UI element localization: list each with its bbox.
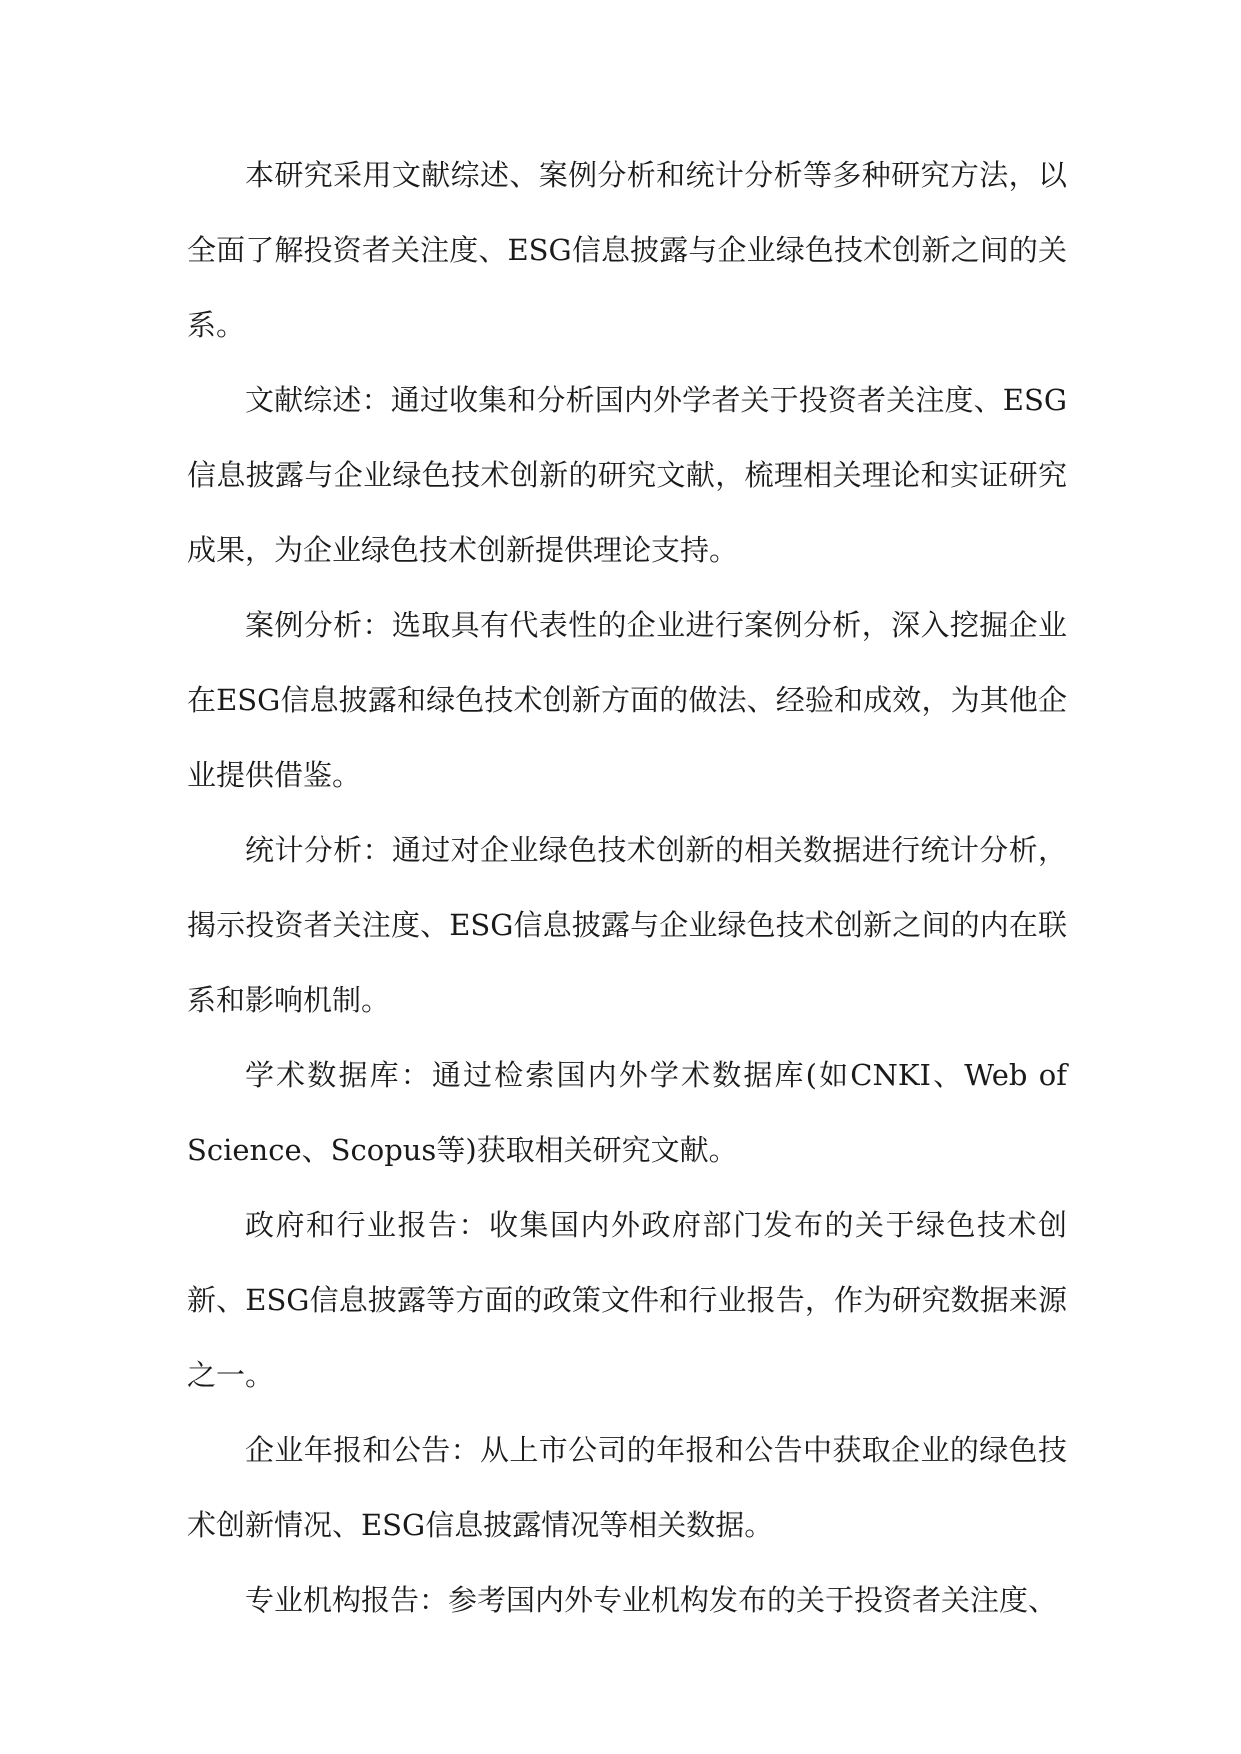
paragraph-research-methods: 本研究采用文献综述、案例分析和统计分析等多种研究方法，以全面了解投资者关注度、ESG信息披露与企业绿色技术创新之间的关系。	[187, 158, 1067, 342]
paragraph-annual-reports: 企业年报和公告：从上市公司的年报和公告中获取企业的绿色技术创新情况、ESG信息披露情况等相关数据。	[187, 1433, 1067, 1542]
document-body	[187, 138, 1067, 1638]
paragraph-literature-review: 文献综述：通过收集和分析国内外学者关于投资者关注度、ESG信息披露与企业绿色技术创新的研究文献，梳理相关理论和实证研究成果，为企业绿色技术创新提供理论支持。	[187, 383, 1067, 567]
paragraph-government-reports: 政府和行业报告：收集国内外政府部门发布的关于绿色技术创新、ESG信息披露等方面的政策文件和行业报告，作为研究数据来源之一。	[187, 1208, 1067, 1392]
paragraph-academic-databases: 学术数据库：通过检索国内外学术数据库(如CNKI、Web of Science、Scopus等)获取相关研究文献。	[187, 1058, 1067, 1167]
paragraph-case-analysis: 案例分析：选取具有代表性的企业进行案例分析，深入挖掘企业在ESG信息披露和绿色技术创新方面的做法、经验和成效，为其他企业提供借鉴。	[187, 608, 1067, 792]
paragraph-professional-reports: 专业机构报告：参考国内外专业机构发布的关于投资者关注度、	[245, 1583, 1058, 1617]
paragraph-statistical-analysis: 统计分析：通过对企业绿色技术创新的相关数据进行统计分析，揭示投资者关注度、ESG信息披露与企业绿色技术创新之间的内在联系和影响机制。	[187, 833, 1067, 1017]
